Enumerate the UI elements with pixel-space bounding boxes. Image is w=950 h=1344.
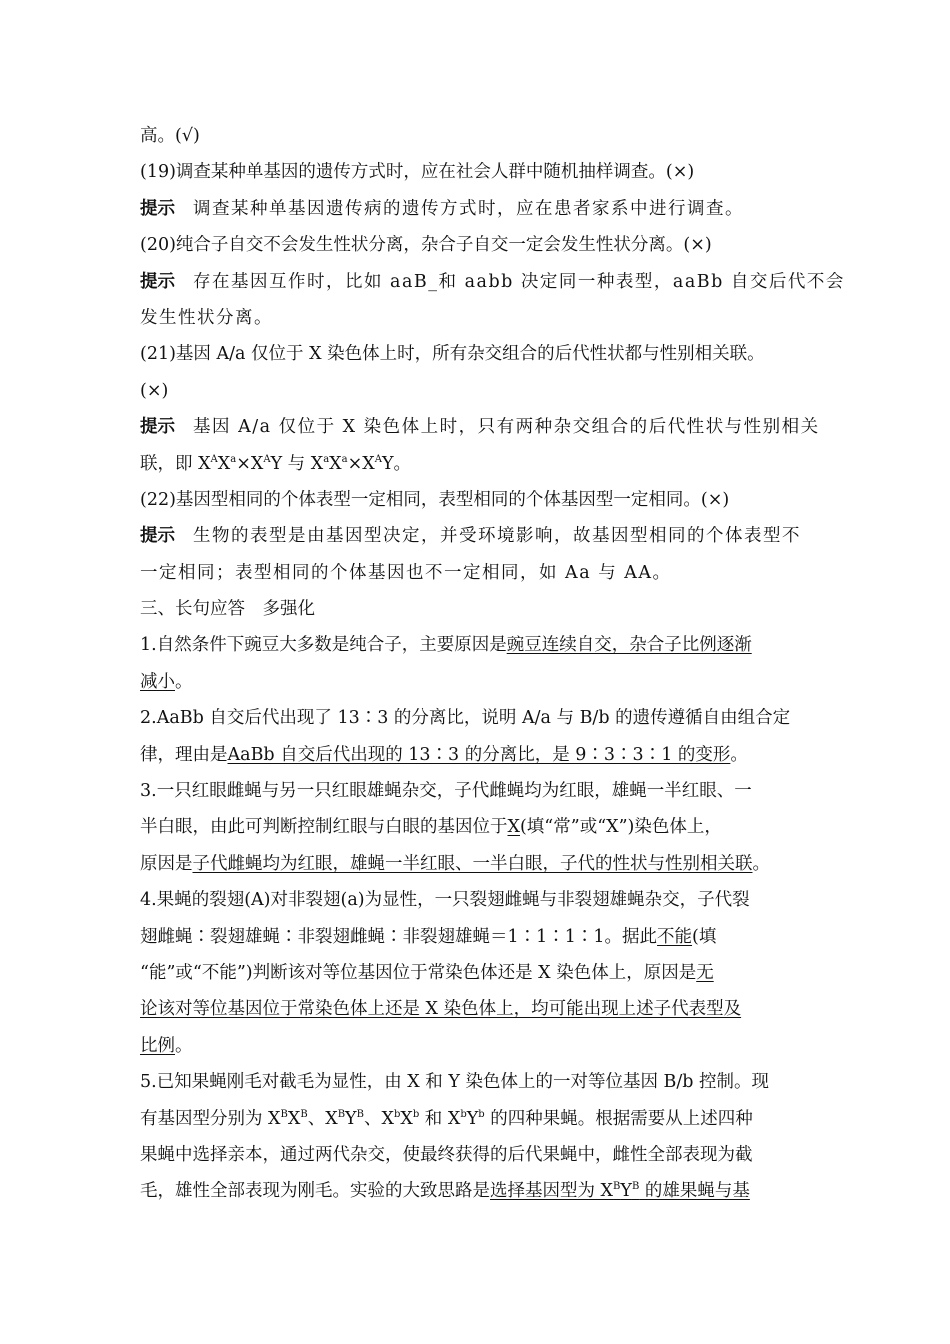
answer-underline: AaBb 自交后代出现的 13∶3 的分离比，是 9∶3∶3∶1 的变形 [227,744,731,765]
answer-underline: 子代雌蝇均为红眼，雄蝇一半红眼、一半白眼，子代的性状与性别相关联 [192,853,753,874]
answer-3-cont: 半白眼，由此可判断控制红眼与白眼的基因位于X(填“常”或“X”)染色体上， [140,817,722,838]
answer-3-cont: 原因是子代雌蝇均为红眼，雄蝇一半红眼、一半白眼，子代的性状与性别相关联。 [140,853,770,874]
answer-underline: 选择基因型为 $X^BY^B$ 的雄果蝇与基 [490,1181,750,1202]
tip-label: 提示 [140,417,175,438]
answer-3: 3.一只红眼雌蝇与另一只红眼雄蝇杂交，子代雌蝇均为红眼，雄蝇一半红眼、一 [140,781,752,802]
tip-19: 提示 调查某种单基因遗传病的遗传方式时，应在患者家系中进行调查。 [140,198,744,219]
tip-21: 提示 基因 A/a 仅位于 X 染色体上时，只有两种杂交组合的后代性状与性别相关 [140,417,820,438]
tip-21-cont: 联，即 $X^AX^a\times X^AY$ 与 $X^aX^a\times X^AY$。 [140,453,412,474]
answer-2-cont: 律，理由是AaBb 自交后代出现的 13∶3 的分离比，是 9∶3∶3∶1 的变形。 [140,744,748,765]
answer-underline: 无 [696,962,714,983]
answer-4-cont: “能”或“不能”)判断该对等位基因位于常染色体还是 X 染色体上，原因是无 [140,962,714,983]
tip-label: 提示 [140,526,175,547]
answer-4-cont: 翅雌蝇∶裂翅雄蝇∶非裂翅雌蝇∶非裂翅雄蝇＝1∶1∶1∶1。据此不能(填 [140,926,717,947]
statement-19: (19)调查某种单基因的遗传方式时，应在社会人群中随机抽样调查。(×) [140,162,695,183]
answer-1: 1.自然条件下豌豆大多数是纯合子，主要原因是豌豆连续自交，杂合子比例逐渐 [140,635,752,656]
answer-underline: 减小 [140,671,175,692]
answer-underline: 豌豆连续自交，杂合子比例逐渐 [506,635,752,656]
answer-5-cont: 毛，雄性全部表现为刚毛。实验的大致思路是选择基因型为 $X^BY^B$ 的雄果蝇与基 [140,1181,750,1202]
tip-label: 提示 [140,271,175,292]
answer-4: 4.果蝇的裂翅(A)对非裂翅(a)为显性，一只裂翅雌蝇与非裂翅雄蝇杂交，子代裂 [140,890,750,911]
answer-2: 2.AaBb 自交后代出现了 13∶3 的分离比，说明 A/a 与 B/b 的遗传遵循自由组合定 [140,708,791,729]
text-line: 高。(√) [140,126,200,146]
answer-4-cont [140,991,820,1027]
tip-label: 提示 [140,198,175,219]
section-heading: 三、长句应答 多强化 [140,599,315,620]
tip-20-cont: 发生性状分离。 [140,307,273,328]
tip-20: 提示 存在基因互作时，比如 aaB_和 aabb 决定同一种表型，aaBb 自交后代不会 [140,271,845,292]
document-page [140,118,845,1210]
answer-4-cont: 比例。 [140,1035,193,1056]
answer-5-cont: 果蝇中选择亲本，通过两代杂交，使最终获得的后代果蝇中，雌性全部表现为截 [140,1144,753,1165]
tip-22: 提示 生物的表型是由基因型决定，并受环境影响，故基因型相同的个体表型不 [140,526,801,547]
tip-22-cont: 一定相同；表型相同的个体基因也不一定相同，如 Aa 与 AA。 [140,562,672,583]
answer-5: 5.已知果蝇刚毛对截毛为显性，由 X 和 Y 染色体上的一对等位基因 B/b 控制。现 [140,1072,770,1093]
answer-underline: X [507,817,520,838]
answer-underline: 不能 [657,926,693,947]
answer-5-cont: 有基因型分别为 $X^BX^B$、$X^BY^B$、$X^bX^b$ 和 $X^bY^b$ 的四种果蝇。根据需要从上述四种 [140,1108,753,1129]
answer-underline: 论该对等位基因位于常染色体上还是 X 染色体上，均可能出现上述子代表型及 [140,999,742,1020]
statement-21-cont: (×) [140,380,169,401]
statement-21: (21)基因 A/a 仅位于 X 染色体上时，所有杂交组合的后代性状都与性别相关联。 [140,344,765,365]
statement-22: (22)基因型相同的个体表型一定相同，表型相同的个体基因型一定相同。(×) [140,489,730,510]
answer-1-cont: 减小。 [140,671,193,692]
answer-underline: 比例 [140,1035,175,1056]
statement-20: (20)纯合子自交不会发生性状分离，杂合子自交一定会发生性状分离。(×) [140,235,712,256]
